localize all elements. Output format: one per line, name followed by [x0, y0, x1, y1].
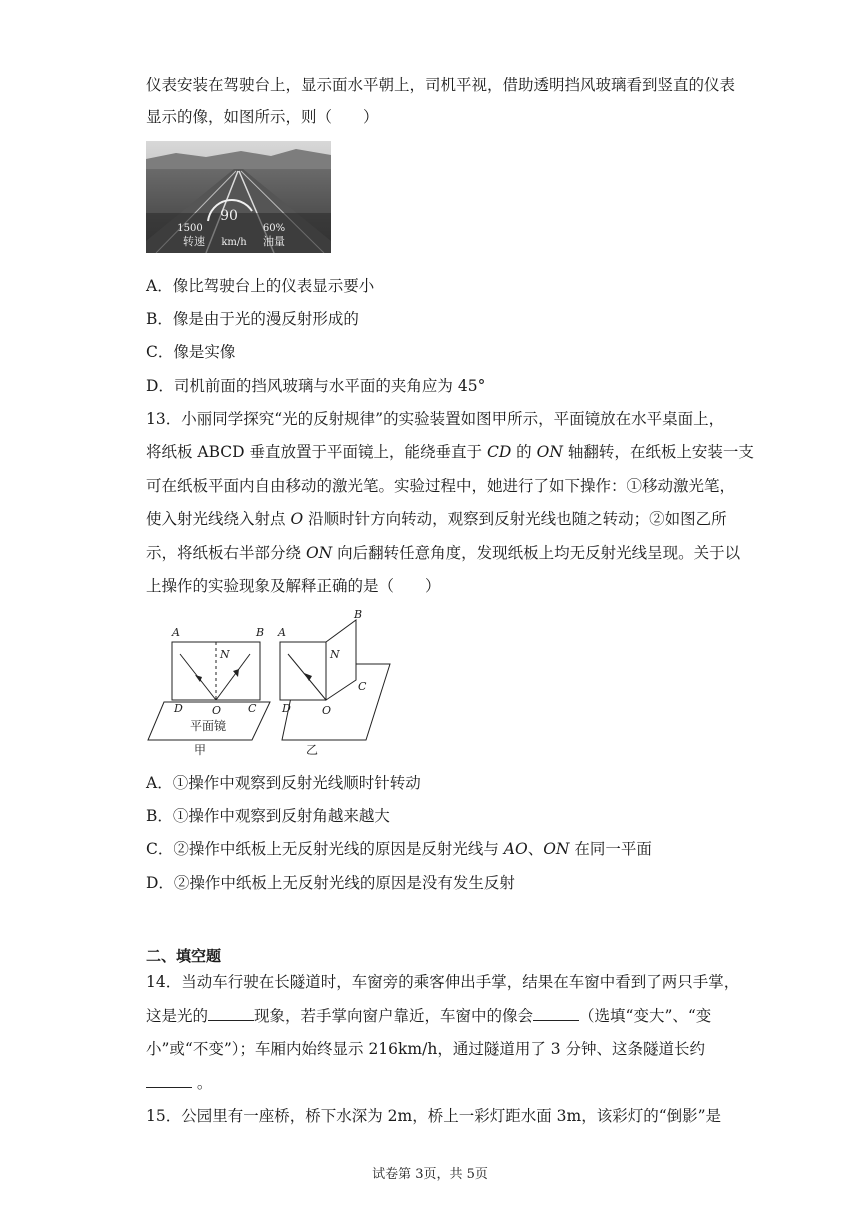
hud-fuel-value: 60% [262, 223, 286, 234]
q12-option-c: C．像是实像 [146, 343, 236, 361]
q13-option-c: C．②操作中纸板上无反射光线的原因是反射光线与 AO、ON 在同一平面 [146, 840, 652, 858]
q13-stem-line3: 可在纸板平面内自由移动的激光笔。实验过程中，她进行了如下操作：①移动激光笔， [146, 477, 736, 495]
q14-blank-3[interactable] [146, 1073, 192, 1088]
q14-blank-2[interactable] [533, 1006, 579, 1021]
dashboard-hud-photo [146, 141, 331, 253]
hud-rpm-value: 1500 [177, 223, 203, 234]
label-o-jia: O [212, 704, 222, 717]
q12-option-d: D．司机前面的挡风玻璃与水平面的夹角应为 45° [146, 377, 486, 395]
q12-option-a: A．像比驾驶台上的仪表显示要小 [146, 277, 375, 295]
q12-stem-line2: 显示的像，如图所示，则（ ） [146, 108, 379, 126]
label-mirror: 平面镜 [190, 719, 227, 733]
q14-stem-line1: 14．当动车行驶在长隧道时，车窗旁的乘客伸出手掌，结果在车窗中看到了两只手掌， [146, 973, 740, 991]
label-b-yi: B [354, 608, 363, 621]
label-a-jia: A [172, 626, 180, 639]
label-o-yi: O [322, 704, 332, 717]
label-yi: 乙 [306, 743, 319, 757]
q14-stem-line4: 。 [146, 1073, 212, 1093]
q14-stem-line3: 小”或“不变”）；车厢内始终显示 216km/h，通过隧道用了 3 分钟、这条隧道长约 [146, 1040, 706, 1058]
q12-option-b: B．像是由于光的漫反射形成的 [146, 310, 359, 328]
q13-stem-line4: 使入射光线绕入射点 O 沿顺时针方向转动，观察到反射光线也随之转动；②如图乙所 [146, 510, 727, 528]
q15-stem-line1: 15．公园里有一座桥，桥下水深为 2m，桥上一彩灯距水面 3m，该彩灯的“倒影”是 [146, 1107, 722, 1125]
hud-speed-unit: km/h [221, 237, 247, 248]
label-d-jia: D [174, 702, 183, 715]
section-heading-fill-in: 二、填空题 [146, 947, 222, 965]
label-c-jia: C [248, 702, 257, 715]
label-d-yi: D [282, 702, 291, 715]
hud-speed-value: 90 [220, 208, 238, 224]
label-jia: 甲 [194, 743, 207, 757]
hud-rpm-label: 转速 [183, 235, 205, 248]
q13-option-d: D．②操作中纸板上无反射光线的原因是没有发生反射 [146, 874, 515, 892]
q13-stem-line1: 13．小丽同学探究“光的反射规律”的实验装置如图甲所示，平面镜放在水平桌面上， [146, 410, 725, 428]
q13-option-b: B．①操作中观察到反射角越来越大 [146, 807, 390, 825]
label-a-yi: A [278, 626, 286, 639]
q13-option-a: A．①操作中观察到反射光线顺时针转动 [146, 774, 421, 792]
q14-stem-line2: 这是光的 现象，若手掌向窗户靠近，车窗中的像会 （选填“变大”、“变 [146, 1007, 712, 1025]
label-n-yi: N [330, 648, 340, 661]
q12-stem-line1: 仪表安装在驾驶台上，显示面水平朝上，司机平视，借助透明挡风玻璃看到竖直的仪表 [146, 76, 736, 94]
q13-stem-line6: 上操作的实验现象及解释正确的是（ ） [146, 577, 441, 595]
label-b-jia: B [256, 626, 265, 639]
q13-stem-line5: 示，将纸板右半部分绕 ON 向后翻转任意角度，发现纸板上均无反射光线呈现。关于以 [146, 544, 741, 562]
reflection-experiment-diagram [146, 606, 396, 758]
page-footer: 试卷第 3页，共 5页 [372, 1167, 488, 1182]
label-c-yi: C [358, 680, 367, 693]
hud-fuel-label: 油量 [263, 235, 285, 248]
label-n-jia: N [220, 648, 230, 661]
q13-stem-line2: 将纸板 ABCD 垂直放置于平面镜上，能绕垂直于 CD 的 ON 轴翻转，在纸板上安装一支 [146, 443, 754, 461]
q14-blank-1[interactable] [208, 1006, 254, 1021]
